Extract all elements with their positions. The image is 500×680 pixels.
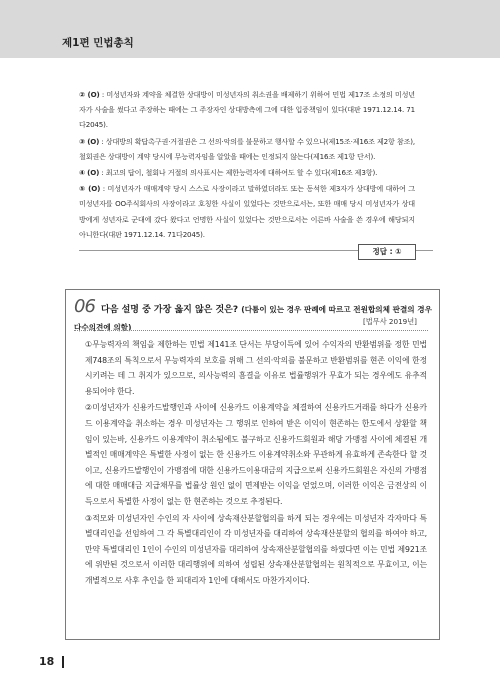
- explanation-marker: ④ (O): [79, 168, 100, 178]
- page-number: 18: [39, 655, 55, 668]
- explanation-item: [79, 134, 415, 164]
- explanation-item: [79, 165, 415, 180]
- page-header-title: 제1편 민법총칙: [62, 37, 134, 49]
- question-note: (다툼이 있는 경우 판례에 따르고 전원합의체 판결의 경우 다수의견에 의함): [74, 305, 432, 332]
- question-options: [85, 337, 427, 590]
- page-number-bar: [62, 656, 64, 668]
- question-source: [법무사 2019년]: [363, 317, 417, 326]
- question-number: 06: [74, 296, 95, 317]
- question-text: 다음 설명 중 가장 옳지 않은 것은?: [101, 305, 239, 315]
- option-item: ①무능력자의 책임을 제한하는 민법 제141조 단서는 부당이득에 있어 수익자의 반환범위를 정한 민법 제748조의 특칙으로서 무능력자의 보호를 위해 그 선의·악의를 불문하고 반환범위를 현존 이익에 한정시키려는 데 그 취지가 있으므로, 의사능력의 흠결을 이유로 법률행위가 무효가 되는 경우에도 유추적용되어야 한다.: [85, 340, 427, 396]
- option-item: ②미성년자가 신용카드발행인과 사이에 신용카드 이용계약을 체결하여 신용카드거래를 하다가 신용카드 이용계약을 취소하는 경우 미성년자는 그 행위로 인하여 받은 이익이 현존하는 한도에서 상환할 책임이 있는바, 신용카드 이용계약이 취소됨에도 불구하고 신용카드회원과 해당 가맹점 사이에 체결된 개별적인 매매계약은 특별한 사정이 없는 한 신용카드 이용계약취소와 무관하게 유효하게 존속한다 할 것이고, 신용카드발행인이 가맹점에 대한 신용카드이용대금의 지급으로써 신용카드회원은 자신의 가맹점에 대한 매매대금 지급채무를 법률상 원인 없이 면제받는 이익을 얻었으며, 이러한 이익은 금전상의 이득으로서 특별한 사정이 없는 한 현존하는 것으로 추정된다.: [85, 403, 427, 506]
- explanation-item: [79, 181, 415, 242]
- option-item: ③적모와 미성년자인 수인의 자 사이에 상속재산분할협의를 하게 되는 경우에는 미성년자 각자마다 특별대리인을 선임하여 그 각 특별대리인이 각 미성년자를 대리하여 상속재산분할의 협의를 하여야 하고, 만약 특별대리인 1인이 수인의 미성년자를 대리하여 상속재산분할협의를 하였다면 이는 민법 제921조에 위반된 것으로서 이러한 대리행위에 의하여 성립된 상속재산분할협의는 원칙적으로 무효이고, 이는 개별적으로 사후 추인을 한 피대리자 1인에 대해서도 마찬가지이다.: [85, 513, 427, 585]
- explanation-text: : 상대방의 확답촉구권·거절권은 그 선의·악의를 불문하고 행사할 수 있으나(제15조·제16조 제2항 참조), 철회권은 상대방이 계약 당시에 무능력자임을 알았을 때에는 인정되지 않는다(제16조 제1항 단서).: [79, 136, 415, 161]
- explanation-text: : 미성년자와 계약을 체결한 상대방이 미성년자의 취소권을 배제하기 위하여 민법 제17조 소정의 미성년자가 사술을 썼다고 주장하는 때에는 그 주장자인 상대방측에 그에 대한 입증책임이 있다(대판 1971.12.14. 71다2045).: [79, 90, 415, 130]
- explanation-marker: ③ (O): [79, 136, 100, 146]
- explanation-marker: ⑤ (O): [79, 184, 101, 194]
- explanation-text: : 미성년자가 매매계약 당시 스스로 사장이라고 말하였더라도 또는 동석한 제3자가 상대방에 대하여 그 미성년자를 OO주식회사의 사장이라고 호칭한 사실이 있었다는 것만으로서는, 또한 매매 당시 미성년자가 상대방에게 성년자로 군대에 갔다 왔다고 언명한 사실이 있었다는 것만으로서는 이른바 사술을 쓴 경우에 해당되지 아니한다(대판 1971.12.14. 71다2045).: [79, 184, 415, 239]
- answer-badge: 정답 : ①: [358, 244, 416, 260]
- explanation-marker: ② (O): [79, 90, 100, 99]
- explanation-item: [79, 87, 415, 133]
- explanation-list: [79, 87, 415, 243]
- question-divider: [74, 330, 428, 331]
- explanation-text: : 최고의 답이, 철회나 거절의 의사표시는 제한능력자에 대하여도 할 수 있다(제16조 제3항).: [101, 168, 378, 178]
